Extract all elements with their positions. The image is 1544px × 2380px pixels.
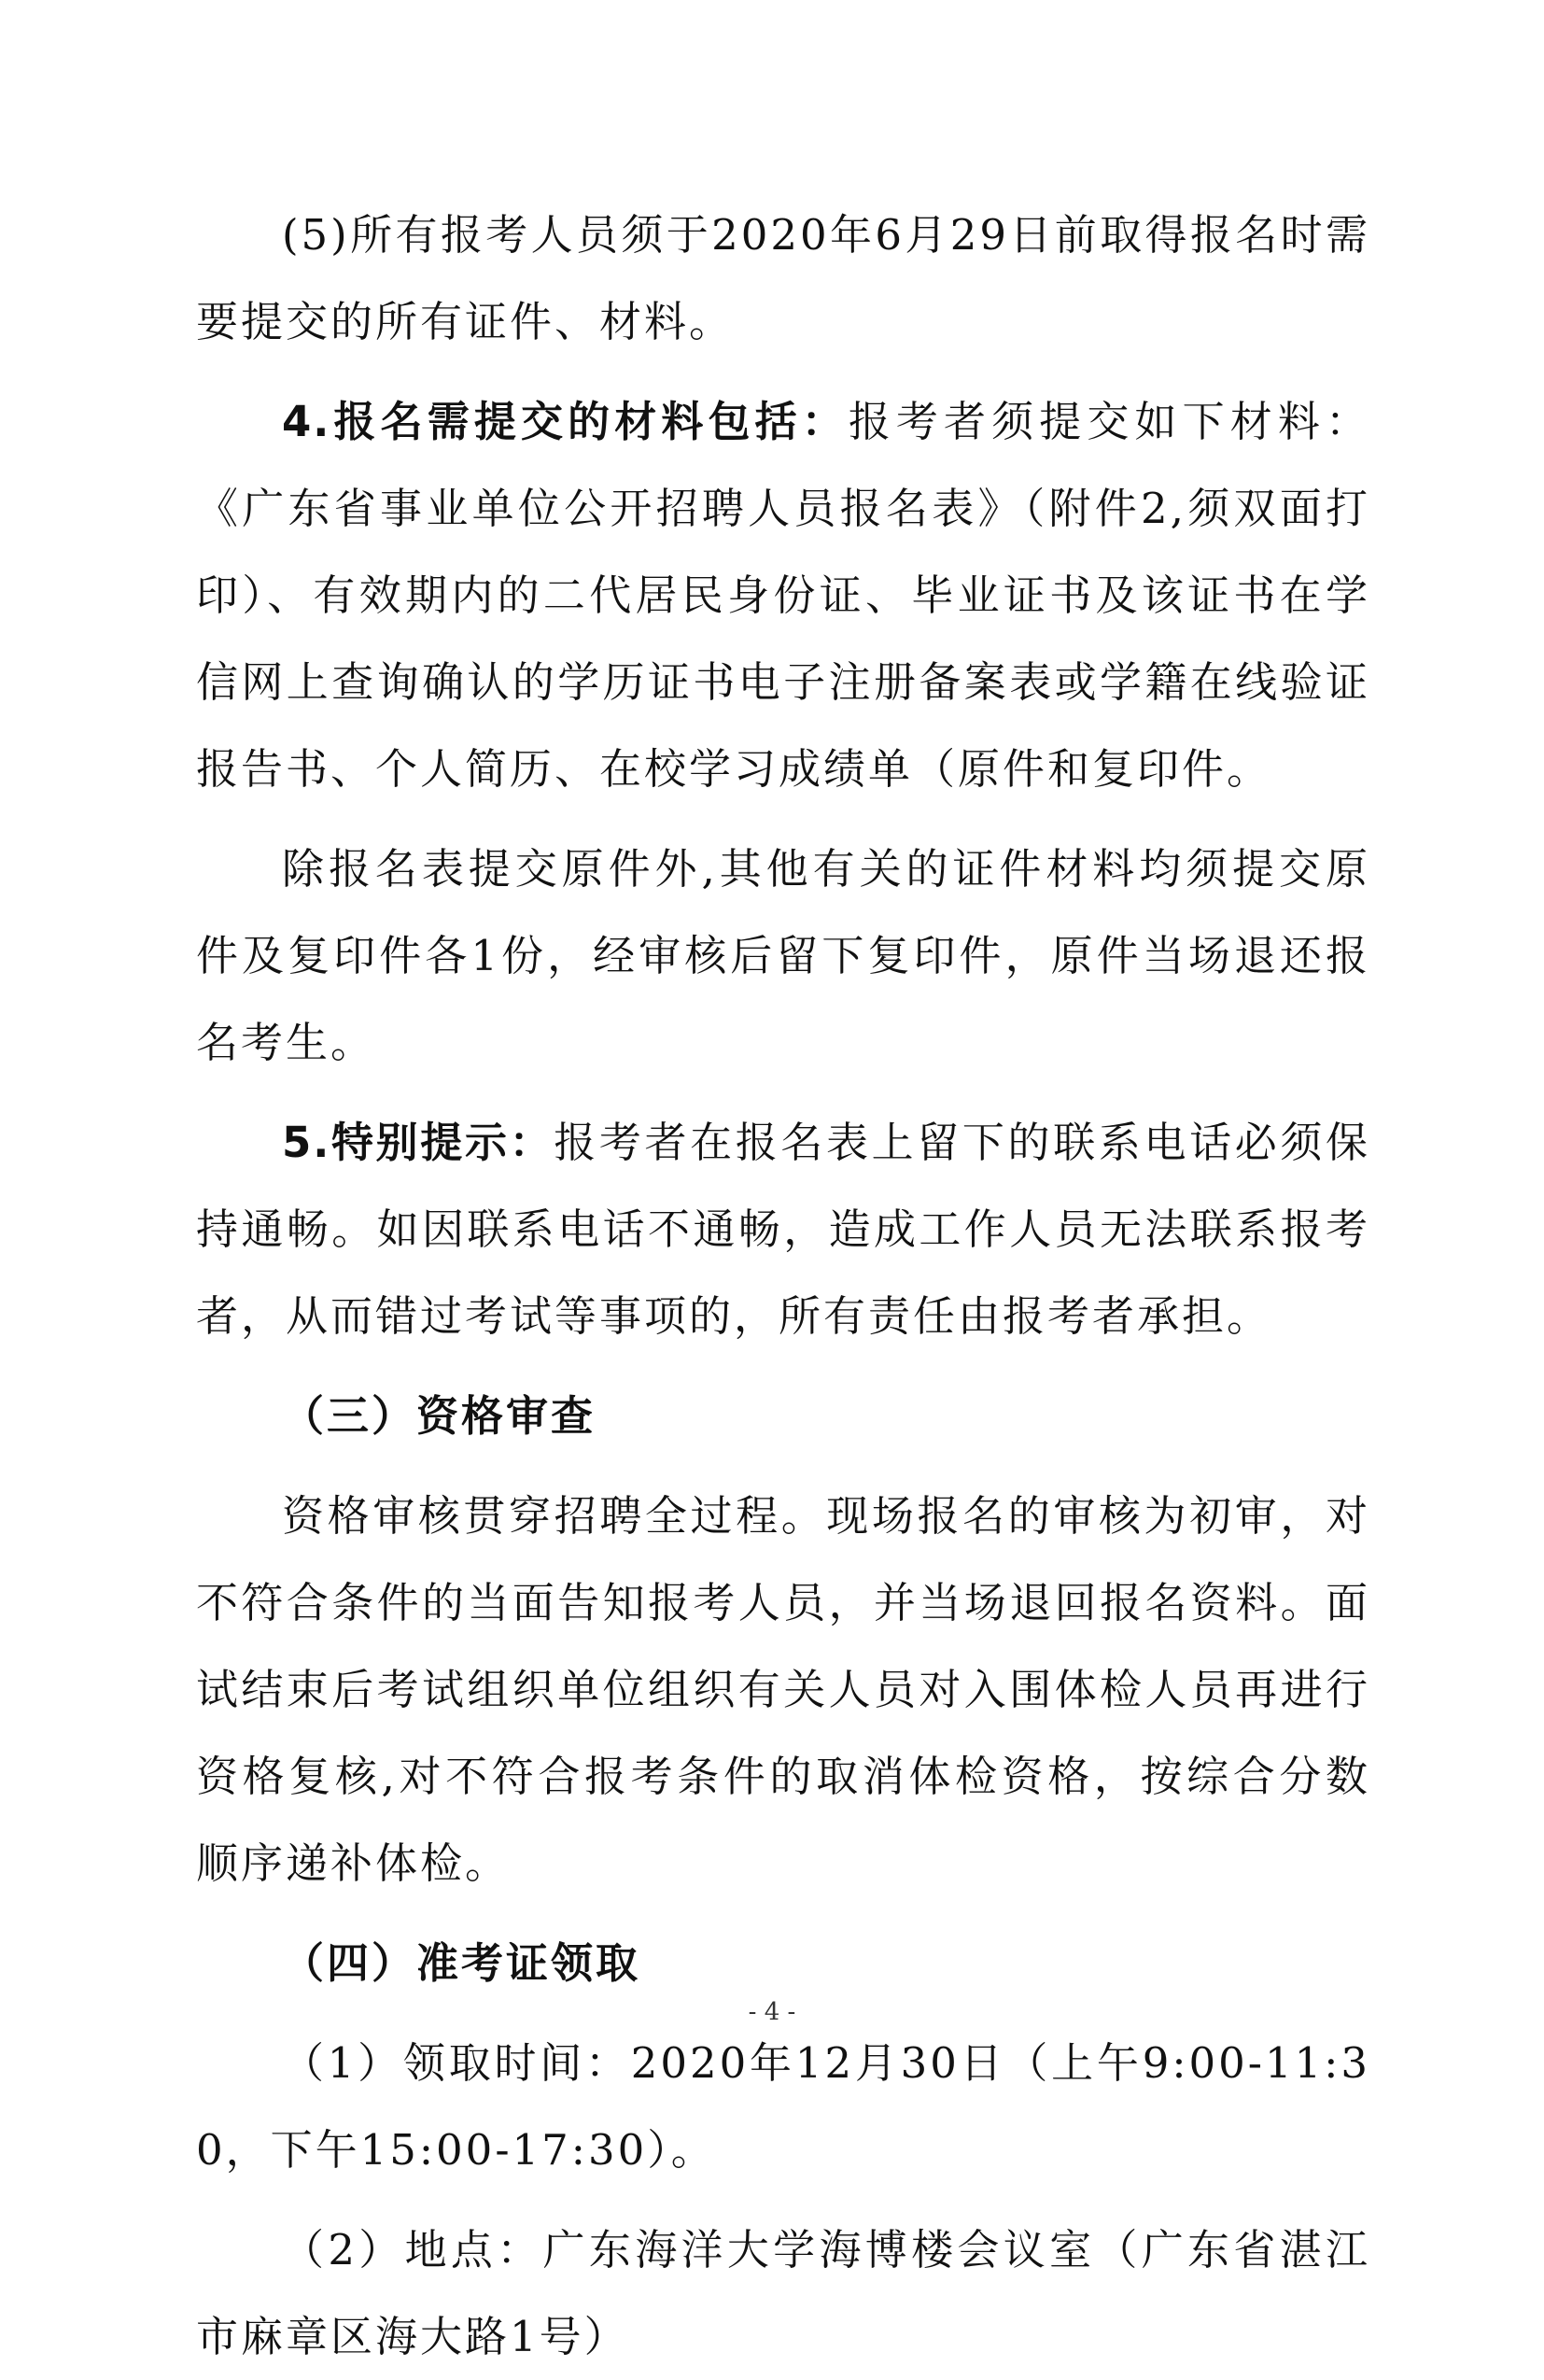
required-materials-heading: 4.报名需提交的材料包括： bbox=[282, 397, 849, 446]
required-materials-text: 报考者须提交如下材料：《广东省事业单位公开招聘人员报名表》（附件2,须双面打印）、有效期内的二代居民身份证、毕业证书及该证书在学信网上查询确认的学历证书电子注册备案表或学籍在线验证报告书、个人简历、在校学习成绩单（原件和复印件。 bbox=[196, 397, 1370, 794]
section-heading-admission-ticket: （四）准考证领取 bbox=[282, 1938, 641, 1988]
document-body bbox=[196, 191, 1370, 2380]
page-number: - 4 - bbox=[748, 1998, 796, 2026]
paragraph-required-materials bbox=[196, 378, 1370, 812]
special-notice-heading: 5.特别提示： bbox=[282, 1118, 554, 1167]
paragraph-special-notice bbox=[196, 1099, 1370, 1359]
special-notice-text: 报考者在报名表上留下的联系电话必须保持通畅。如因联系电话不通畅，造成工作人员无法联系报考者，从而错过考试等事项的，所有责任由报考者承担。 bbox=[196, 1118, 1370, 1341]
paragraph-collection-location: （2）地点：广东海洋大学海博楼会议室（广东省湛江市麻章区海大路1号） bbox=[196, 2225, 1370, 2361]
paragraph-qualification-review: 资格审核贯穿招聘全过程。现场报名的审核为初审，对不符合条件的当面告知报考人员，并当场退回报名资料。面试结束后考试组织单位组织有关人员对入围体检人员再进行资格复核,对不符合报考条件的取消体检资格，按综合分数顺序递补体检。 bbox=[196, 1491, 1370, 1888]
paragraph-originals-copies: 除报名表提交原件外,其他有关的证件材料均须提交原件及复印件各1份，经审核后留下复印件，原件当场退还报名考生。 bbox=[196, 844, 1370, 1067]
paragraph-materials-deadline: (5)所有报考人员须于2020年6月29日前取得报名时需要提交的所有证件、材料。 bbox=[196, 210, 1370, 346]
paragraph-collection-time: （1）领取时间：2020年12月30日（上午9:00-11:30，下午15:00-17:30）。 bbox=[196, 2038, 1370, 2175]
section-heading-qualification-review: （三）资格审查 bbox=[282, 1391, 597, 1441]
